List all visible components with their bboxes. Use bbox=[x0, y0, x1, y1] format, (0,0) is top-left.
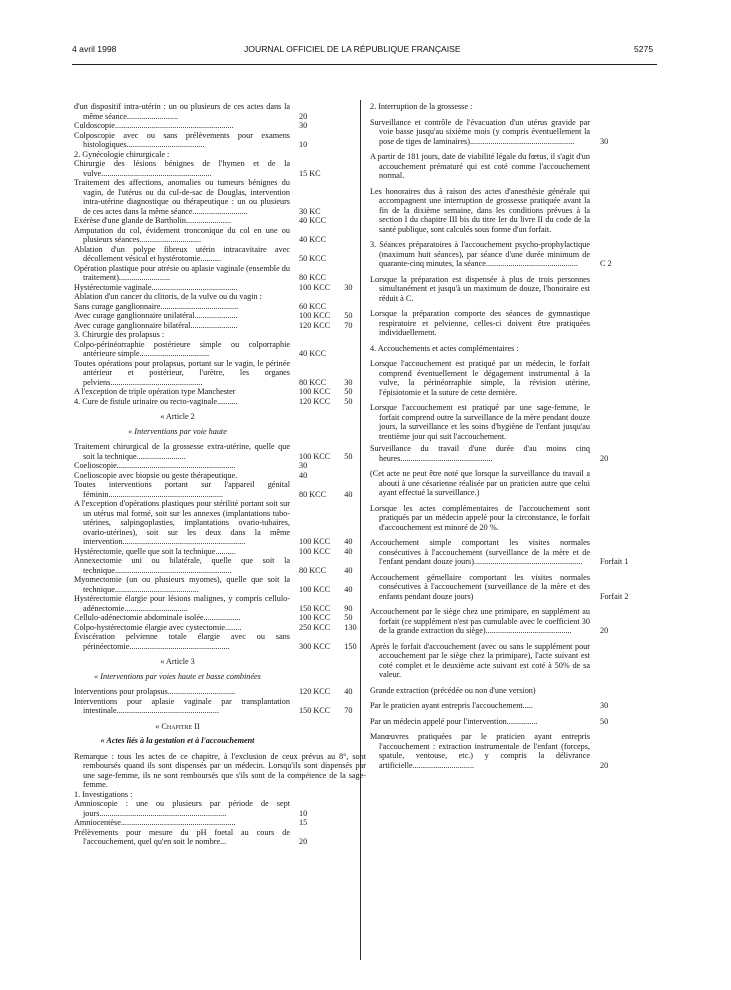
tariff-description: Par le praticien ayant entrepris l'accouchement..... bbox=[370, 701, 533, 710]
tariff-row bbox=[74, 216, 364, 226]
tariff-list-high-route bbox=[74, 442, 364, 651]
chapter-label: « Chapitre II bbox=[155, 721, 200, 731]
tariff-list-vaginal bbox=[74, 102, 364, 406]
tariff-row bbox=[370, 359, 660, 397]
tariff-coefficient: 10 bbox=[299, 808, 308, 818]
tariff-coefficient: 20 bbox=[600, 453, 609, 463]
tariff-row bbox=[74, 131, 364, 150]
tariff-row bbox=[74, 442, 364, 461]
tariff-description: Lorsque les actes complémentaires de l'accouchement sont pratiqués par un médecin appelé pour la circonstance, le forfait d'accouchement est minoré de 20 %. bbox=[370, 503, 590, 532]
tariff-description: Après le forfait d'accouchement (avec ou sans le supplément pour accouchement par le siège chez la primipare), l'acte suivant est coté complet et le deuxième acte suivant est coté à 50% de sa valeur. bbox=[370, 641, 590, 679]
tariff-anesthesia-coefficient: 30 bbox=[344, 377, 353, 387]
tariff-description: Culdoscopie.......................................................... bbox=[74, 121, 234, 130]
tariff-list-combined bbox=[74, 687, 364, 716]
tariff-row bbox=[74, 245, 364, 264]
tariff-coefficient: 100 KCC bbox=[299, 584, 331, 594]
tariff-description: Surveillance du travail d'une durée d'au moins cinq heures............................................. bbox=[370, 444, 590, 463]
tariff-row bbox=[74, 226, 364, 245]
tariff-coefficient: 100 KCC bbox=[299, 537, 331, 546]
tariff-row bbox=[74, 687, 364, 697]
tariff-coefficient: 250 KCC bbox=[299, 622, 331, 632]
tariff-description: Traitement des affections, anomalies ou tumeurs bénignes du vagin, de l'utérus ou du cul-de-sac de Douglas, intervention intra-utérine diagnostique ou thérapeutique : un ou plusieurs de ces actes dans la même séance........................... bbox=[74, 178, 290, 216]
tariff-description: Accouchement gémellaire comportant les visites normales consécutives à l'accouchement (surveillance de la mère et des enfants pendant douze jours) bbox=[370, 572, 590, 601]
tariff-anesthesia-coefficient: 50 bbox=[344, 387, 353, 396]
tariff-description: Hystérectomie élargie pour lésions malignes, y compris cellulo-adénectomie............................... bbox=[74, 594, 290, 613]
tariff-description: Prélèvements pour mesure du pH foetal au cours de l'accouchement, quel qu'en soit le nombre... bbox=[74, 827, 290, 846]
tariff-row bbox=[74, 790, 364, 800]
tariff-row bbox=[370, 469, 660, 498]
tariff-row bbox=[74, 461, 364, 471]
tariff-description: Avec curage ganglionnaire bilatéral....................... bbox=[74, 320, 238, 330]
tariff-coefficient: 20 bbox=[600, 760, 609, 770]
tariff-description: Colpo-périnéorraphie postérieure simple ou colporraphie antérieure simple.................................. bbox=[74, 339, 290, 358]
header-date: 4 avril 1998 bbox=[72, 44, 117, 54]
tariff-coefficient: 80 KCC bbox=[299, 377, 327, 387]
right-column bbox=[370, 102, 660, 770]
tariff-coefficient: 30 bbox=[299, 121, 308, 130]
tariff-coefficient: 80 KCC bbox=[299, 565, 327, 575]
tariff-row bbox=[370, 642, 660, 680]
tariff-row bbox=[74, 330, 364, 340]
tariff-row bbox=[74, 799, 364, 818]
header-page-number: 5275 bbox=[634, 44, 654, 54]
tariff-row bbox=[74, 387, 364, 397]
tariff-coefficient: 30 bbox=[299, 461, 308, 470]
tariff-coefficient: 15 KC bbox=[299, 168, 321, 178]
tariff-description: Exérèse d'une glande de Bartholin...................... bbox=[74, 216, 231, 225]
tariff-coefficient: 100 KCC bbox=[299, 613, 331, 622]
tariff-anesthesia-coefficient: 30 bbox=[344, 282, 353, 292]
tariff-row bbox=[74, 397, 364, 407]
tariff-row bbox=[74, 632, 364, 651]
tariff-coefficient: 10 bbox=[299, 140, 308, 149]
tariff-anesthesia-coefficient: 50 bbox=[344, 396, 353, 406]
tariff-row bbox=[370, 102, 660, 112]
tariff-description: Interventions pour aplasie vaginale par transplantation intestinale.................................................. bbox=[74, 696, 290, 715]
tariff-description: d'un dispositif intra-utérin : un ou plusieurs de ces actes dans la même séance......................... bbox=[74, 102, 290, 121]
tariff-coefficient: Forfait 2 bbox=[600, 591, 629, 601]
tariff-coefficient: 15 bbox=[299, 818, 308, 827]
tariff-row bbox=[74, 359, 364, 388]
tariff-row bbox=[74, 471, 364, 481]
tariff-description: 4. Accouchements et actes complémentaires : bbox=[370, 343, 519, 353]
tariff-coefficient: 30 KC bbox=[299, 206, 321, 216]
tariff-coefficient: 50 bbox=[600, 716, 609, 726]
tariff-row bbox=[74, 311, 364, 321]
tariff-coefficient: 40 bbox=[299, 470, 308, 480]
tariff-row bbox=[370, 240, 660, 269]
tariff-description: Grande extraction (précédée ou non d'une version) bbox=[370, 685, 536, 695]
tariff-row bbox=[74, 102, 364, 121]
tariff-description: 3. Séances préparatoires à l'accouchement psycho-prophylactique (maximum huit séances), par séance d'une durée minimum de quarante-cinq minutes, la séance............................................. bbox=[370, 240, 590, 268]
tariff-description: 2. Gynécologie chirurgicale : bbox=[74, 149, 170, 159]
article-3-label: « Article 3 bbox=[160, 657, 195, 666]
tariff-row bbox=[74, 556, 364, 575]
chapter-title: « Actes liés à la gestation et à l'accouchement bbox=[100, 736, 255, 745]
tariff-description: Sans curage ganglionnaire...................................... bbox=[74, 301, 239, 311]
tariff-description: Lorsque l'accouchement est pratiqué par une sage-femme, le forfait comprend outre la surveillance de la mère pendant douze jours, la surveillance et les soins d'hygiène de l'enfant jusqu'au trentième jour qui suit l'accouchement. bbox=[370, 403, 590, 441]
tariff-description: 3. Chirurgie des prolapsus : bbox=[74, 330, 165, 339]
tariff-row bbox=[74, 547, 364, 557]
article-2-label: « Article 2 bbox=[160, 412, 195, 421]
tariff-coefficient: 40 KCC bbox=[299, 216, 327, 225]
tariff-row bbox=[74, 340, 364, 359]
tariff-row bbox=[370, 573, 660, 602]
tariff-row bbox=[74, 178, 364, 216]
tariff-anesthesia-coefficient: 40 bbox=[344, 584, 353, 594]
tariff-anesthesia-coefficient: 50 bbox=[344, 451, 353, 461]
tariff-description: A l'exception d'opérations plastiques pour stérilité portant soit sur un utérus mal formé, soit sur les annexes (implantations tubo-utérines, salpingoplasties, implantations ovario-tubaires, ovario-utérines), soit sur les deux dans la même intervention............................................................ bbox=[74, 499, 290, 546]
tariff-row bbox=[370, 344, 660, 354]
tariff-coefficient: 20 bbox=[600, 626, 609, 635]
tariff-coefficient: 100 KCC bbox=[299, 451, 331, 461]
left-column bbox=[74, 102, 364, 847]
tariff-description: Ablation d'un cancer du clitoris, de la vulve ou du vagin : bbox=[74, 292, 262, 301]
tariff-anesthesia-coefficient: 70 bbox=[344, 320, 353, 330]
tariff-coefficient: 100 KCC bbox=[299, 311, 331, 320]
tariff-row bbox=[370, 607, 660, 636]
tariff-anesthesia-coefficient: 50 bbox=[344, 311, 353, 320]
tariff-description: Amputation du col, évidement tronconique du col en une ou plusieurs séances.............................. bbox=[74, 225, 290, 244]
tariff-description: Avec curage ganglionnaire unilatéral..................... bbox=[74, 311, 238, 320]
tariff-row bbox=[74, 321, 364, 331]
tariff-row bbox=[74, 283, 364, 293]
tariff-description: Opération plastique pour atrésie ou aplasie vaginale (ensemble du traitement)......................... bbox=[74, 263, 290, 282]
tariff-coefficient: 40 KCC bbox=[299, 235, 327, 244]
tariff-description: Manœuvres pratiquées par le praticien ayant entrepris l'accouchement : extraction instrumentale de l'enfant (forceps, spatule, ventouse, etc.) y compris la délivrance artificielle.............................. bbox=[370, 732, 590, 770]
tariff-coefficient: 100 KCC bbox=[299, 546, 331, 556]
tariff-row bbox=[74, 623, 364, 633]
tariff-row bbox=[74, 818, 364, 828]
tariff-coefficient: 20 bbox=[299, 111, 308, 121]
tariff-description: Ablation d'un polype fibreux utérin intracavitaire avec décollement vésical et hystérotomie.......... bbox=[74, 244, 290, 263]
tariff-description: 2. Interruption de la grossesse : bbox=[370, 102, 473, 111]
tariff-description: Myomectomie (un ou plusieurs myomes), quelle que soit la technique......................................... bbox=[74, 575, 290, 594]
tariff-row bbox=[370, 309, 660, 338]
tariff-row bbox=[370, 686, 660, 696]
tariff-list-investigations bbox=[74, 790, 364, 847]
tariff-description: (Cet acte ne peut être noté que lorsque la surveillance du travail a abouti à une césarienne réalisée par un praticien autre que celui ayant effectué la surveillance.) bbox=[370, 469, 590, 497]
tariff-row bbox=[74, 613, 364, 623]
tariff-row bbox=[74, 121, 364, 131]
tariff-row bbox=[370, 187, 660, 235]
tariff-row bbox=[370, 403, 660, 441]
tariff-row bbox=[74, 499, 364, 547]
tariff-description: Amniocentèse........................................................ bbox=[74, 818, 236, 827]
tariff-description: Colpo-hystérectomie élargie avec cystectomie........ bbox=[74, 622, 242, 632]
tariff-coefficient: 150 KCC bbox=[299, 603, 331, 613]
header-title: JOURNAL OFFICIEL DE LA RÉPUBLIQUE FRANÇAISE bbox=[244, 44, 461, 54]
tariff-description: Traitement chirurgical de la grossesse extra-utérine, quelle que soit la technique........................ bbox=[74, 442, 290, 461]
tariff-list-gestation bbox=[370, 102, 660, 770]
tariff-description: Cellulo-adénectomie abdominale isolée.................. bbox=[74, 613, 241, 622]
tariff-coefficient: 60 KCC bbox=[299, 301, 327, 311]
tariff-anesthesia-coefficient: 130 bbox=[344, 622, 357, 632]
tariff-description: 4. Cure de fistule urinaire ou recto-vaginale.......... bbox=[74, 396, 238, 406]
tariff-coefficient: 50 KCC bbox=[299, 254, 327, 263]
tariff-row bbox=[370, 717, 660, 727]
tariff-description: Surveillance et contrôle de l'évacuation d'un utérus gravide par voie basse jusqu'au sixième mois (y compris éventuellement la pose de tiges de laminaires)................................................... bbox=[370, 117, 590, 146]
tariff-anesthesia-coefficient: 50 bbox=[344, 613, 353, 622]
tariff-anesthesia-coefficient: 90 bbox=[344, 603, 353, 613]
tariff-description: Accouchement par le siège chez une primipare, en supplément au forfait (ce supplément n'est pas cumulable avec le coefficient 30 de la grande extraction du siège).......................................... bbox=[370, 607, 590, 635]
tariff-coefficient: 100 KCC bbox=[299, 387, 331, 396]
tariff-description: Par un médecin appelé pour l'intervention............... bbox=[370, 716, 538, 726]
tariff-row bbox=[370, 118, 660, 147]
tariff-description: Hystérectomie vaginale.......................................... bbox=[74, 282, 238, 292]
tariff-description: Interventions pour prolapsus................................. bbox=[74, 687, 236, 696]
article-2-heading: « Interventions par voie haute bbox=[128, 426, 227, 436]
tariff-description: Lorsque la préparation est dispensée à plus de trois personnes simultanément et jusqu'à un maximum de douze, l'honoraire est réduit à C. bbox=[370, 274, 590, 303]
tariff-coefficient: 80 KCC bbox=[299, 273, 327, 282]
tariff-anesthesia-coefficient: 40 bbox=[344, 489, 353, 499]
tariff-coefficient: 150 KCC bbox=[299, 706, 331, 715]
article-3-heading: « Interventions par voies haute et basse combinées bbox=[94, 671, 261, 681]
tariff-row bbox=[370, 732, 660, 770]
tariff-description: Lorsque la préparation comporte des séances de gymnastique respiratoire et pelvienne, celles-ci doivent être pratiquées individuellement. bbox=[370, 309, 590, 337]
tariff-row bbox=[74, 575, 364, 594]
tariff-row bbox=[74, 594, 364, 613]
tariff-coefficient: 40 KCC bbox=[299, 349, 327, 358]
tariff-anesthesia-coefficient: 40 bbox=[344, 687, 353, 696]
chapter-remark: Remarque : tous les actes de ce chapitre, à l'exclusion de ceux prévus au 8°, sont remboursés quand ils sont dispensés par un médecin. Lorsqu'ils sont dispensés par une sage-femme, ils ne sont remboursés que s'ils sont de la compétence de la sage-femme. bbox=[74, 751, 366, 789]
tariff-coefficient: 100 KCC bbox=[299, 282, 331, 292]
tariff-anesthesia-coefficient: 150 bbox=[344, 641, 357, 651]
tariff-row bbox=[74, 697, 364, 716]
tariff-coefficient: 30 bbox=[600, 701, 609, 710]
tariff-description: Les honoraires dus à raison des actes d'anesthésie générale qui accompagnent une interruption de grossesse pratiquée avant la fin de la dixième semaine, dans les conditions prévues à la section I du chapitre III bis du titre Ier du livre II du code de la santé publique, sont calculés sous forme d'un forfait. bbox=[370, 186, 590, 234]
tariff-anesthesia-coefficient: 40 bbox=[344, 565, 353, 575]
tariff-coefficient: 120 KCC bbox=[299, 687, 331, 696]
tariff-description: Annexectomie uni ou bilatérale, quelle que soit la technique......................................................... bbox=[74, 556, 290, 575]
tariff-row bbox=[74, 264, 364, 283]
tariff-description: Toutes opérations pour prolapsus, portant sur le vagin, le périnée antérieur et postérieur, l'urètre, les organes pelviens............................................. bbox=[74, 358, 290, 387]
tariff-description: Accouchement simple comportant les visites normales consécutives à l'accouchement (surveillance de la mère et de l'enfant pendant douze jours)..................................................... bbox=[370, 538, 590, 566]
tariff-description: Toutes interventions portant sur l'appareil génital féminin........................................................ bbox=[74, 480, 290, 499]
tariff-row bbox=[74, 302, 364, 312]
tariff-description: Éviscération pelvienne totale élargie avec ou sans périnéectomie................................................. bbox=[74, 632, 290, 651]
tariff-coefficient: 20 bbox=[299, 837, 308, 846]
tariff-description: Coelioscopie.......................................................... bbox=[74, 461, 236, 470]
tariff-coefficient: 120 KCC bbox=[299, 396, 331, 406]
tariff-row bbox=[74, 150, 364, 160]
tariff-row bbox=[74, 159, 364, 178]
tariff-description: Coelioscopie avec biopsie ou geste thérapeutique. bbox=[74, 470, 238, 480]
tariff-description: Hystérectomie, quelle que soit la technique.......... bbox=[74, 546, 236, 556]
tariff-coefficient: Forfait 1 bbox=[600, 557, 629, 566]
tariff-coefficient: 80 KCC bbox=[299, 489, 327, 499]
tariff-row bbox=[370, 275, 660, 304]
tariff-description: 1. Investigations : bbox=[74, 789, 133, 799]
tariff-description: Chirurgie des lésions bénignes de l'hymen et de la vulve...................................................... bbox=[74, 159, 290, 178]
tariff-anesthesia-coefficient: 40 bbox=[344, 546, 353, 556]
tariff-row bbox=[74, 828, 364, 847]
tariff-anesthesia-coefficient: 40 bbox=[344, 537, 353, 546]
tariff-description: A partir de 181 jours, date de viabilité légale du fœtus, il s'agit d'un accouchement prématuré qui est coté comme l'accouchement normal. bbox=[370, 152, 590, 180]
tariff-row bbox=[370, 152, 660, 181]
tariff-coefficient: 30 bbox=[600, 136, 609, 146]
tariff-description: Amnioscopie : une ou plusieurs par période de sept jours.............................................................. bbox=[74, 799, 290, 818]
header-rule bbox=[72, 64, 657, 65]
tariff-description: A l'exception de triple opération type Manchester bbox=[74, 387, 236, 396]
tariff-coefficient: C 2 bbox=[600, 259, 612, 268]
tariff-row bbox=[74, 480, 364, 499]
tariff-coefficient: 300 KCC bbox=[299, 641, 331, 651]
tariff-coefficient: 120 KCC bbox=[299, 320, 331, 330]
tariff-row bbox=[370, 504, 660, 533]
tariff-description: Lorsque l'accouchement est pratiqué par un médecin, le forfait comprend éventuellement le dégagement instrumental à la vulve, la périnéorraphie simple, la révision utérine, l'épisiotomie et la suture de cette dernière. bbox=[370, 359, 590, 397]
tariff-description: Colposcopie avec ou sans prélèvements pour examens histologiques...................................... bbox=[74, 130, 290, 149]
tariff-row bbox=[370, 538, 660, 567]
tariff-row bbox=[370, 701, 660, 711]
tariff-row bbox=[74, 292, 364, 302]
tariff-anesthesia-coefficient: 70 bbox=[344, 706, 353, 715]
tariff-row bbox=[370, 444, 660, 463]
